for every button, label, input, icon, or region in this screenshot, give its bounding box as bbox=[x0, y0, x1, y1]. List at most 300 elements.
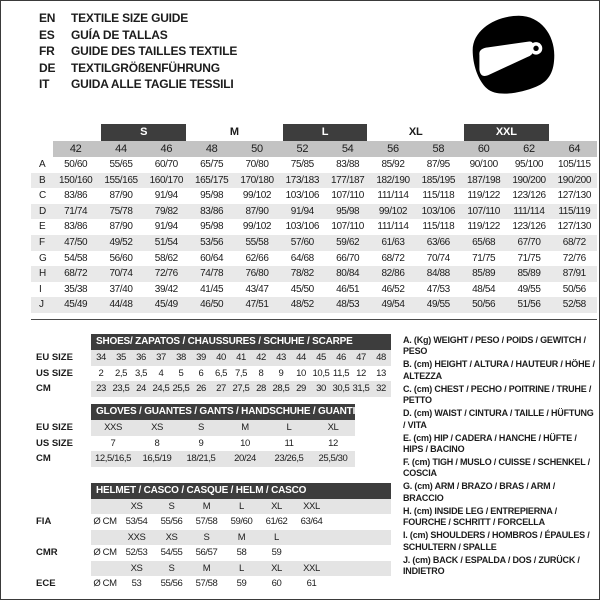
size-value: 170/180 bbox=[240, 174, 274, 186]
size-value: 91/94 bbox=[154, 190, 178, 202]
legend-item: G. (cm) ARM / BRAZO / BRAS / ARM / BRACCIO bbox=[403, 481, 556, 503]
language-row bbox=[39, 10, 237, 27]
size-value: 95/98 bbox=[200, 221, 224, 233]
cell: S bbox=[154, 561, 189, 576]
helmet-rows bbox=[31, 499, 391, 591]
size-value: 53/56 bbox=[200, 236, 224, 248]
size-value: 72/76 bbox=[154, 268, 178, 280]
cell: 9 bbox=[278, 367, 284, 379]
measurement-row bbox=[31, 219, 597, 235]
cell: 53 bbox=[131, 577, 142, 589]
cell: 36 bbox=[131, 350, 151, 366]
shoes-table bbox=[31, 334, 391, 397]
size-value: 50/56 bbox=[562, 283, 586, 295]
legend-item: J. (cm) BACK / ESPALDA / DOS / ZURÜCK / INDIETRO bbox=[403, 554, 580, 577]
numeric-size: 64 bbox=[552, 141, 597, 157]
cell: 44 bbox=[291, 350, 311, 366]
cell: 10 bbox=[240, 437, 250, 449]
cell: 11 bbox=[284, 437, 294, 449]
gloves-header: GLOVES / GUANTES / GANTS / HANDSCHUHE / GUANTI bbox=[91, 404, 355, 420]
cell: 4 bbox=[158, 367, 164, 379]
row-label: US SIZE bbox=[36, 367, 73, 379]
cell: 29 bbox=[291, 381, 311, 397]
row-letter: A bbox=[39, 159, 46, 170]
cell: 7,5 bbox=[234, 367, 247, 379]
cell: 18/21,5 bbox=[179, 451, 223, 467]
cell: 61 bbox=[306, 577, 317, 589]
measurement-legend bbox=[403, 335, 597, 579]
language-title: TEXTILE SIZE GUIDE bbox=[71, 11, 189, 25]
size-value: 67/70 bbox=[517, 236, 541, 248]
size-value: 127/130 bbox=[557, 190, 591, 202]
size-value: 41/45 bbox=[200, 283, 224, 295]
size-value: 75/85 bbox=[290, 159, 314, 170]
size-value: 45/49 bbox=[154, 299, 178, 311]
helmet-table bbox=[31, 483, 391, 591]
size-value: 80/84 bbox=[336, 268, 360, 280]
cell: 46 bbox=[331, 350, 351, 366]
numeric-size: 54 bbox=[325, 141, 370, 157]
size-value: 95/98 bbox=[200, 190, 224, 202]
size-value: 79/82 bbox=[154, 205, 178, 217]
size-value: 75/78 bbox=[109, 205, 133, 217]
cell: 61/62 bbox=[265, 516, 288, 528]
size-value: 60/64 bbox=[200, 252, 224, 264]
language-title: GUIDE DES TAILLES TEXTILE bbox=[71, 44, 238, 58]
size-value: 45/49 bbox=[64, 299, 88, 311]
size-value: 85/89 bbox=[472, 268, 496, 280]
cell: XXL bbox=[294, 561, 329, 576]
size-value: 63/66 bbox=[426, 236, 450, 248]
measurement-row bbox=[31, 157, 597, 173]
size-value: 59/62 bbox=[336, 236, 360, 248]
unit-cell: Ø CM bbox=[93, 547, 117, 559]
filler-cell bbox=[329, 545, 391, 560]
cell: 23 bbox=[91, 381, 111, 397]
cell: 38 bbox=[171, 350, 191, 366]
cell: 56/57 bbox=[195, 547, 218, 559]
size-value: 87/91 bbox=[562, 268, 586, 280]
size-value: 99/102 bbox=[378, 205, 408, 217]
cell: 12,5/16,5 bbox=[91, 451, 135, 467]
table-row bbox=[31, 561, 391, 576]
cell: 47 bbox=[351, 350, 371, 366]
cell: L bbox=[259, 530, 294, 545]
size-value: 47/53 bbox=[426, 283, 450, 295]
cell: 57/58 bbox=[195, 577, 218, 589]
cell: 31,5 bbox=[351, 381, 371, 397]
brand-logo bbox=[463, 9, 563, 105]
row-label bbox=[31, 499, 91, 514]
cell: 5 bbox=[178, 367, 184, 379]
size-value: 107/110 bbox=[331, 221, 364, 233]
divider-line bbox=[31, 319, 597, 320]
size-value: 85/89 bbox=[517, 268, 541, 280]
cell: 57/58 bbox=[195, 516, 218, 528]
size-value: 37/40 bbox=[109, 283, 133, 295]
size-value: 48/53 bbox=[336, 299, 360, 311]
cell: 27,5 bbox=[231, 381, 251, 397]
cell: 60 bbox=[271, 577, 282, 589]
size-value: 105/115 bbox=[558, 159, 591, 170]
cell: 55/56 bbox=[160, 516, 183, 528]
size-value: 49/55 bbox=[517, 283, 541, 295]
measurement-row bbox=[31, 204, 597, 220]
numeric-size: 48 bbox=[189, 141, 234, 157]
cell: 6,5 bbox=[214, 367, 227, 379]
cell: 28 bbox=[251, 381, 271, 397]
language-row bbox=[39, 76, 237, 93]
measurement-row bbox=[31, 188, 597, 204]
size-value: 76/80 bbox=[245, 268, 269, 280]
cell: 32 bbox=[371, 381, 391, 397]
size-value: 49/55 bbox=[426, 299, 450, 311]
size-group-xl: XL bbox=[408, 126, 423, 138]
legend-item: I. (cm) SHOULDERS / HOMBROS / ÉPAULES / SCHULTERN / SPALLE bbox=[403, 530, 590, 552]
unit-cell bbox=[91, 499, 119, 514]
size-value: 68/72 bbox=[381, 252, 405, 264]
cell: 9 bbox=[198, 437, 204, 449]
cell: 43 bbox=[271, 350, 291, 366]
size-value: 58/62 bbox=[154, 252, 178, 264]
size-value: 187/198 bbox=[466, 174, 501, 186]
cell: L bbox=[224, 561, 259, 576]
measurement-row bbox=[31, 251, 597, 267]
cell: XL bbox=[259, 499, 294, 514]
row-letter: F bbox=[39, 236, 46, 248]
size-value: 52/58 bbox=[562, 299, 586, 311]
cell: M bbox=[224, 530, 259, 545]
cell: M bbox=[223, 420, 267, 436]
cell: 12 bbox=[328, 437, 338, 449]
measurement-row bbox=[31, 297, 597, 313]
size-value: 57/60 bbox=[290, 236, 314, 248]
language-row bbox=[39, 43, 237, 60]
row-label: CMR bbox=[36, 547, 58, 559]
cell: 34 bbox=[91, 350, 111, 366]
language-title: GUÍA DE TALLAS bbox=[71, 27, 168, 42]
size-value: 83/86 bbox=[200, 205, 224, 217]
size-value: 87/90 bbox=[245, 205, 269, 217]
cell: XXL bbox=[294, 499, 329, 514]
size-value: 111/114 bbox=[513, 205, 545, 217]
numeric-size: 42 bbox=[53, 141, 98, 157]
filler-cell bbox=[329, 530, 391, 545]
unit-cell bbox=[91, 530, 119, 545]
size-value: 91/94 bbox=[290, 205, 314, 217]
size-value: 99/102 bbox=[242, 221, 272, 233]
size-value: 66/70 bbox=[336, 252, 360, 264]
size-value: 60/70 bbox=[154, 159, 178, 170]
size-value: 190/200 bbox=[512, 174, 546, 186]
legend-item: F. (cm) TIGH / MUSLO / CUISSE / SCHENKEL / COSCIA bbox=[403, 457, 590, 479]
gloves-rows bbox=[31, 420, 355, 467]
size-value: 44/48 bbox=[109, 299, 133, 311]
size-value: 45/50 bbox=[290, 283, 314, 295]
cell: 53/54 bbox=[125, 516, 148, 528]
size-value: 51/54 bbox=[154, 236, 178, 248]
cell bbox=[294, 530, 329, 545]
cell: 16,5/19 bbox=[135, 451, 179, 467]
size-value: 47/50 bbox=[64, 236, 88, 248]
cell: 25,5 bbox=[171, 381, 191, 397]
size-group-l: L bbox=[283, 124, 368, 141]
size-value: 82/86 bbox=[381, 268, 405, 280]
size-value: 91/94 bbox=[154, 221, 178, 233]
size-value: 95/100 bbox=[514, 159, 544, 170]
helmet-icon bbox=[463, 9, 563, 105]
table-row bbox=[31, 420, 355, 436]
size-value: 111/114 bbox=[377, 221, 409, 233]
cell: S bbox=[179, 420, 223, 436]
cell: 59/60 bbox=[230, 516, 253, 528]
cell: 28,5 bbox=[271, 381, 291, 397]
language-title: TEXTILGRÖßENFÜHRUNG bbox=[71, 60, 220, 75]
language-code: DE bbox=[39, 60, 56, 75]
cell: XL bbox=[311, 420, 355, 436]
cell: 2,5 bbox=[114, 367, 127, 379]
cell: 10,5 bbox=[312, 367, 330, 379]
size-value: 46/51 bbox=[336, 283, 360, 295]
cell: 23/26,5 bbox=[267, 451, 311, 467]
row-letter: B bbox=[39, 174, 46, 186]
size-value: 95/98 bbox=[336, 205, 360, 217]
row-label: EU SIZE bbox=[36, 422, 73, 433]
cell: 20/24 bbox=[223, 451, 267, 467]
size-value: 70/80 bbox=[245, 159, 269, 170]
row-label: ECE bbox=[36, 577, 56, 589]
size-value: 103/106 bbox=[421, 205, 455, 217]
row-letter: E bbox=[39, 221, 46, 233]
size-value: 185/195 bbox=[421, 174, 455, 186]
size-value: 190/200 bbox=[557, 174, 591, 186]
cell: XS bbox=[135, 420, 179, 436]
size-value: 160/170 bbox=[149, 174, 183, 186]
unit-cell: Ø CM bbox=[93, 516, 117, 528]
size-value: 48/52 bbox=[290, 299, 314, 311]
size-value: 87/90 bbox=[109, 221, 133, 233]
cell: M bbox=[189, 561, 224, 576]
cell: XS bbox=[119, 561, 154, 576]
language-row bbox=[39, 27, 237, 44]
numeric-size: 52 bbox=[280, 141, 325, 157]
numeric-size: 44 bbox=[98, 141, 143, 157]
cell: XS bbox=[119, 499, 154, 514]
numeric-size: 46 bbox=[144, 141, 189, 157]
size-value: 71/75 bbox=[517, 252, 541, 264]
size-value: 107/110 bbox=[467, 205, 500, 217]
cell: 27 bbox=[211, 381, 231, 397]
filler-cell bbox=[329, 514, 391, 529]
cell: XXS bbox=[119, 530, 154, 545]
cell: 30,5 bbox=[331, 381, 351, 397]
size-value: 177/187 bbox=[330, 174, 365, 186]
size-value: 85/92 bbox=[381, 159, 405, 170]
size-value: 123/126 bbox=[512, 221, 546, 233]
numeric-size-row bbox=[31, 141, 597, 157]
size-value: 103/106 bbox=[285, 221, 319, 233]
size-value: 119/122 bbox=[467, 221, 500, 233]
table-row bbox=[31, 436, 355, 452]
size-value: 68/72 bbox=[562, 236, 586, 248]
cell: 52/53 bbox=[125, 547, 148, 559]
size-value: 55/65 bbox=[109, 159, 133, 170]
table-row bbox=[31, 576, 391, 591]
row-label: US SIZE bbox=[36, 437, 73, 449]
size-value: 71/75 bbox=[472, 252, 496, 264]
cell: 2 bbox=[98, 367, 104, 379]
row-letter: C bbox=[39, 190, 47, 202]
size-group-xxl: XXL bbox=[464, 124, 549, 141]
unit-cell: Ø CM bbox=[93, 577, 117, 589]
cell: M bbox=[189, 499, 224, 514]
size-value: 65/75 bbox=[200, 159, 224, 170]
row-label: CM bbox=[36, 453, 51, 464]
cell: L bbox=[267, 420, 311, 436]
cell: 59 bbox=[271, 547, 282, 559]
size-value: 43/47 bbox=[245, 283, 269, 295]
size-value: 46/52 bbox=[381, 283, 405, 295]
shoes-rows bbox=[31, 350, 391, 397]
language-code: FR bbox=[39, 44, 55, 58]
measurement-rows bbox=[31, 157, 597, 313]
measurement-row bbox=[31, 235, 597, 251]
cell: 13 bbox=[376, 367, 386, 379]
row-letter: I bbox=[39, 283, 42, 295]
numeric-size: 50 bbox=[234, 141, 279, 157]
numeric-size: 60 bbox=[461, 141, 506, 157]
size-value: 123/126 bbox=[512, 190, 546, 202]
measurement-row bbox=[31, 266, 597, 282]
size-value: 61/63 bbox=[381, 236, 405, 248]
size-value: 51/56 bbox=[517, 299, 541, 311]
size-group-m: M bbox=[229, 126, 239, 138]
cell: 41 bbox=[231, 350, 251, 366]
size-value: 119/122 bbox=[467, 190, 500, 202]
size-value: 115/118 bbox=[422, 190, 455, 202]
cell: 26 bbox=[191, 381, 211, 397]
cell: 55/56 bbox=[160, 577, 183, 589]
row-label: EU SIZE bbox=[36, 352, 73, 363]
cell: 8 bbox=[154, 437, 160, 449]
filler-cell bbox=[329, 561, 391, 576]
cell: XL bbox=[259, 561, 294, 576]
size-value: 84/88 bbox=[426, 268, 450, 280]
unit-cell bbox=[91, 561, 119, 576]
size-value: 83/88 bbox=[336, 159, 360, 170]
size-value: 70/74 bbox=[109, 268, 133, 280]
filler-cell bbox=[329, 576, 391, 591]
table-row bbox=[31, 514, 391, 529]
size-value: 65/68 bbox=[472, 236, 496, 248]
shoes-header: SHOES/ ZAPATOS / CHAUSSURES / SCHUHE / SCARPE bbox=[91, 334, 391, 350]
cell: 39 bbox=[191, 350, 211, 366]
size-value: 111/114 bbox=[377, 190, 409, 202]
legend-item: C. (cm) CHEST / PECHO / POITRINE / TRUHE / PETTO bbox=[403, 383, 592, 406]
language-code: EN bbox=[39, 11, 56, 25]
cell: 35 bbox=[111, 350, 131, 366]
table-row bbox=[31, 499, 391, 514]
cell: XS bbox=[154, 530, 189, 545]
measurement-row bbox=[31, 173, 597, 189]
size-value: 49/54 bbox=[381, 299, 405, 311]
size-value: 62/66 bbox=[245, 252, 269, 264]
cell: 8 bbox=[258, 367, 264, 379]
language-code: IT bbox=[39, 77, 50, 91]
cell: 24,5 bbox=[151, 381, 171, 397]
textile-size-table bbox=[31, 124, 597, 313]
size-value: 55/58 bbox=[245, 236, 269, 248]
size-value: 68/72 bbox=[64, 268, 88, 280]
cell: S bbox=[154, 499, 189, 514]
cell: 23,5 bbox=[111, 381, 131, 397]
row-letter: D bbox=[39, 205, 47, 217]
row-label: FIA bbox=[36, 516, 52, 528]
cell: 40 bbox=[211, 350, 231, 366]
row-label bbox=[31, 530, 91, 545]
language-title: GUIDA ALLE TAGLIE TESSILI bbox=[71, 77, 234, 91]
cell: 6 bbox=[198, 367, 204, 379]
cell: 48 bbox=[371, 350, 391, 366]
size-value: 182/190 bbox=[376, 174, 410, 186]
size-value: 54/58 bbox=[64, 252, 88, 264]
size-value: 150/160 bbox=[58, 174, 93, 186]
size-value: 50/60 bbox=[64, 159, 88, 170]
cell: S bbox=[189, 530, 224, 545]
numeric-size: 62 bbox=[506, 141, 551, 157]
row-label: CM bbox=[36, 383, 51, 394]
cell: 7 bbox=[110, 437, 116, 449]
cell: 24 bbox=[131, 381, 151, 397]
size-value: 107/110 bbox=[331, 190, 364, 202]
size-value: 72/76 bbox=[562, 252, 586, 264]
size-group-row bbox=[31, 124, 597, 141]
legend-item: H. (cm) INSIDE LEG / ENTREPIERNA / FOURCHE / SCHRITT / FORCELLA bbox=[403, 505, 557, 528]
size-value: 48/54 bbox=[472, 283, 496, 295]
language-list bbox=[39, 10, 237, 93]
size-value: 99/102 bbox=[242, 190, 272, 202]
size-value: 87/90 bbox=[109, 190, 133, 202]
size-value: 46/50 bbox=[200, 299, 224, 311]
filler-cell bbox=[329, 499, 391, 514]
helmet-header: HELMET / CASCO / CASQUE / HELM / CASCO bbox=[91, 483, 391, 499]
corner-cell bbox=[31, 141, 53, 157]
legend-item: B. (cm) HEIGHT / ALTURA / HAUTEUR / HÖHE / ALTEZZA bbox=[403, 359, 595, 381]
cell: 37 bbox=[151, 350, 171, 366]
size-value: 35/38 bbox=[64, 283, 88, 295]
row-letter: G bbox=[39, 252, 47, 264]
size-value: 74/78 bbox=[200, 268, 224, 280]
cell: 11,5 bbox=[332, 367, 350, 379]
language-row bbox=[39, 60, 237, 77]
cell: 30 bbox=[311, 381, 331, 397]
cell: 58 bbox=[236, 547, 247, 559]
table-row bbox=[31, 381, 391, 397]
cell: 45 bbox=[311, 350, 331, 366]
gloves-table bbox=[31, 404, 355, 467]
numeric-size: 58 bbox=[416, 141, 461, 157]
size-value: 173/183 bbox=[285, 174, 319, 186]
size-value: 83/86 bbox=[64, 190, 88, 202]
numeric-size: 56 bbox=[370, 141, 415, 157]
cell: L bbox=[224, 499, 259, 514]
size-value: 70/74 bbox=[426, 252, 450, 264]
size-value: 87/95 bbox=[426, 159, 450, 170]
size-value: 78/82 bbox=[290, 268, 314, 280]
cell: 10 bbox=[296, 367, 306, 379]
size-value: 39/42 bbox=[154, 283, 178, 295]
size-value: 64/68 bbox=[290, 252, 314, 264]
